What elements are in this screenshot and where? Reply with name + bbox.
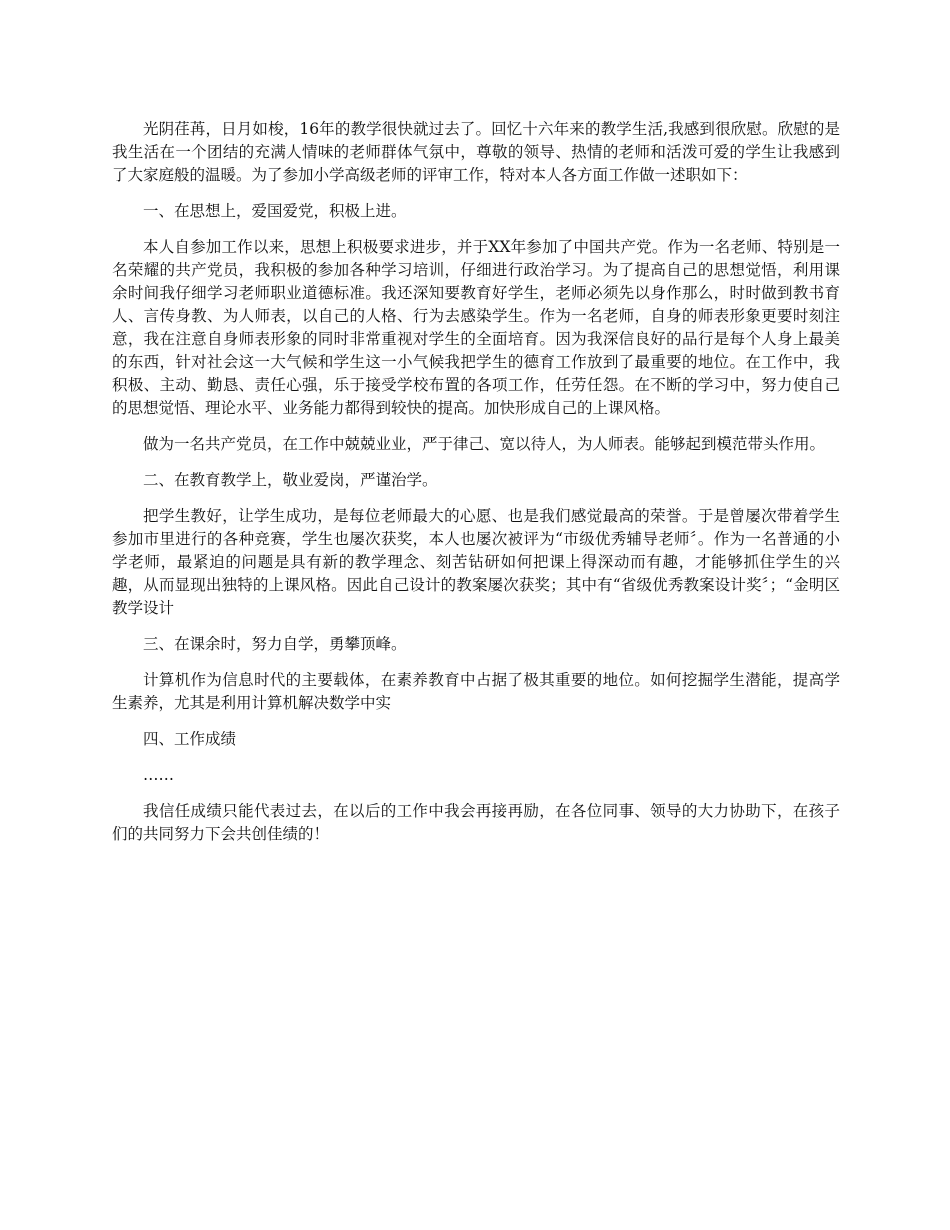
closing-paragraph: 我信任成绩只能代表过去，在以后的工作中我会再接再励，在各位同事、领导的大力协助下，在孩子们的共同努力下会共创佳绩的！	[112, 802, 840, 843]
party-member-paragraph: 做为一名共产党员，在工作中兢兢业业，严于律己、宽以待人，为人师表。能够起到模范带头作用。	[143, 435, 826, 453]
self-study-paragraph: 计算机作为信息时代的主要载体，在素养教育中占据了极其重要的地位。如何挖掘学生潜能，提高学生素养，尤其是利用计算机解决数学中实	[112, 671, 840, 712]
teaching-paragraph: 把学生教好，让学生成功，是每位老师最大的心愿、也是我们感觉最高的荣誉。于是曾屡次带着学生参加市里进行的各种竞赛，学生也屡次获奖，本人也屡次被评为“市级优秀辅导老师〞。作为一名普通的小学老师，最紧迫的问题是具有新的教学理念、刻苦钻研如何把课上得深动而有趣，才能够抓住学生的兴趣，从而显现出独特的上课风格。因此自己设计的教案屡次获奖；其中有“省级优秀教案设计奖〞；“金明区教学设计	[112, 507, 840, 617]
section-heading-achievements: 四、工作成绩	[143, 730, 237, 748]
section-heading-ideology: 一、在思想上，爱国爱党，积极上进。	[143, 202, 407, 220]
section-heading-self-study: 三、在课余时，努力自学，勇攀顶峰。	[143, 635, 407, 653]
section-heading-teaching: 二、在教育教学上，敬业爱岗，严谨治学。	[143, 471, 438, 489]
document-body	[112, 118, 840, 859]
ideology-paragraph: 本人自参加工作以来，思想上积极要求进步，并于XX年参加了中国共产党。作为一名老师、特别是一名荣耀的共产党员，我积极的参加各种学习培训，仔细进行政治学习。为了提高自己的思想觉悟，利用课余时间我仔细学习老师职业道德标准。我还深知要教育好学生，老师必须先以身作那么，时时做到教书育人、言传身教、为人师表，以自己的人格、行为去感染学生。作为一名老师，自身的师表形象更要时刻注意，我在注意自身师表形象的同时非常重视对学生的全面培育。因为我深信良好的品行是每个人身上最美的东西，针对社会这一大气候和学生这一小气候我把学生的德育工作放到了最重要的地位。在工作中，我积极、主动、勤恳、责任心强，乐于接受学校布置的各项工作，任劳任怨。在不断的学习中，努力使自己的思想觉悟、理论水平、业务能力都得到较快的提高。加快形成自己的上课风格。	[112, 238, 840, 417]
ellipsis-paragraph: ……	[143, 766, 174, 784]
intro-paragraph: 光阴荏苒，日月如梭，16年的教学很快就过去了。回忆十六年来的教学生活,我感到很欣慰。欣慰的是我生活在一个团结的充满人情味的老师群体气氛中，尊敬的领导、热情的老师和活泼可爱的学生让我感到了大家庭般的温暖。为了参加小学高级老师的评审工作，特对本人各方面工作做一述职如下：	[112, 120, 840, 184]
